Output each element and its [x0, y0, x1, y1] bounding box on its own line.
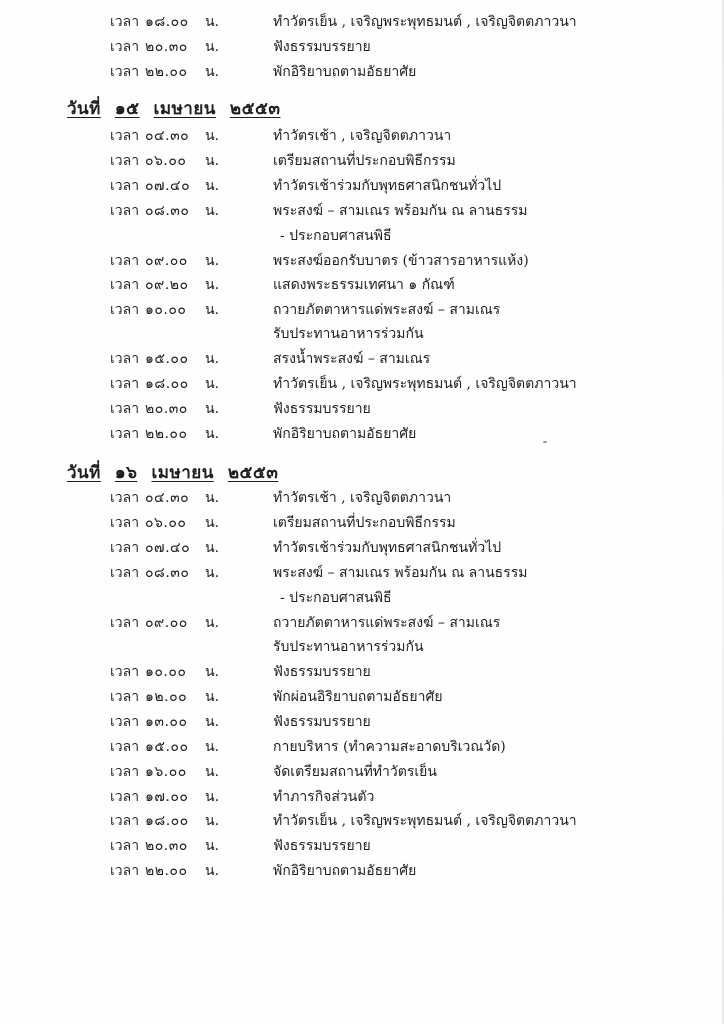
- time-label: เวลา: [110, 153, 140, 169]
- time-value: ๒๐.๓๐: [145, 401, 188, 417]
- time-unit: น.: [205, 178, 220, 194]
- time-unit: น.: [205, 863, 220, 879]
- schedule-row: [0, 660, 724, 684]
- time-unit: น.: [205, 39, 220, 55]
- activity-text: จัดเตรียมสถานที่ทำวัตรเย็น: [273, 764, 437, 780]
- time-value: ๐๔.๓๐: [145, 128, 190, 144]
- time-value: ๐๗.๔๐: [145, 540, 191, 556]
- schedule-row-continuation: [0, 322, 724, 346]
- activity-text: ฟังธรรมบรรยาย: [273, 664, 371, 680]
- schedule-row-continuation: [0, 224, 724, 248]
- schedule-row: [0, 273, 724, 297]
- time-label: เวลา: [110, 813, 140, 829]
- activity-text: ถวายภัตตาหารแด่พระสงฆ์ – สามเณร: [273, 615, 501, 631]
- time-label: เวลา: [110, 764, 140, 780]
- day-year: ๒๕๕๓: [229, 99, 281, 119]
- time-label: เวลา: [110, 426, 140, 442]
- time-label: เวลา: [110, 689, 140, 705]
- activity-text: พระสงฆ์ออกรับบาตร (ข้าวสารอาหารแห้ง): [273, 253, 529, 269]
- schedule-row: [0, 60, 724, 84]
- activity-text: กายบริหาร (ทำความสะอาดบริเวณวัด): [273, 739, 506, 755]
- schedule-row: [0, 785, 724, 809]
- time-unit: น.: [205, 739, 220, 755]
- time-label: เวลา: [110, 376, 140, 392]
- time-label: เวลา: [110, 490, 140, 506]
- time-unit: น.: [205, 689, 220, 705]
- activity-text: เตรียมสถานที่ประกอบพิธีกรรม: [273, 515, 456, 531]
- day-number: ๑๖: [114, 463, 138, 483]
- activity-text: ทำวัตรเช้าร่วมกับพุทธศาสนิกชนทั่วไป: [273, 178, 502, 194]
- time-value: ๐๘.๓๐: [145, 203, 190, 219]
- time-value: ๑๘.๐๐: [145, 813, 189, 829]
- activity-text: พักอิริยาบถตามอัธยาศัย: [273, 64, 417, 80]
- activity-text: สรงน้ำพระสงฆ์ – สามเณร: [273, 351, 431, 367]
- activity-text: พระสงฆ์ – สามเณร พร้อมกัน ณ ลานธรรม: [273, 565, 528, 581]
- activity-text: ถวายภัตตาหารแด่พระสงฆ์ – สามเณร: [273, 302, 501, 318]
- time-label: เวลา: [110, 540, 140, 556]
- day-month: เมษายน: [153, 99, 216, 119]
- time-label: เวลา: [110, 39, 140, 55]
- time-unit: น.: [205, 615, 220, 631]
- schedule-row: [0, 486, 724, 510]
- time-unit: น.: [205, 490, 220, 506]
- day-month: เมษายน: [151, 463, 214, 483]
- schedule-row: [0, 199, 724, 223]
- time-label: เวลา: [110, 178, 140, 194]
- activity-text: พักอิริยาบถตามอัธยาศัย: [273, 426, 417, 442]
- time-unit: น.: [205, 14, 220, 30]
- time-value: ๑๐.๐๐: [145, 302, 187, 318]
- activity-text: - ประกอบศาสนพิธี: [280, 590, 392, 606]
- time-label: เวลา: [110, 277, 140, 293]
- time-unit: น.: [205, 789, 220, 805]
- time-value: ๑๕.๐๐: [145, 351, 189, 367]
- time-value: ๐๔.๓๐: [145, 490, 190, 506]
- activity-text: เตรียมสถานที่ประกอบพิธีกรรม: [273, 153, 456, 169]
- activity-text: รับประทานอาหารร่วมกัน: [273, 639, 424, 655]
- schedule-row: [0, 10, 724, 34]
- time-value: ๑๘.๐๐: [145, 14, 189, 30]
- schedule-row-continuation: [0, 635, 724, 659]
- time-label: เวลา: [110, 203, 140, 219]
- schedule-row: [0, 561, 724, 585]
- day-number: ๑๕: [114, 99, 140, 119]
- time-unit: น.: [205, 515, 220, 531]
- schedule-row: [0, 347, 724, 371]
- time-unit: น.: [205, 351, 220, 367]
- activity-text: พระสงฆ์ – สามเณร พร้อมกัน ณ ลานธรรม: [273, 203, 528, 219]
- time-unit: น.: [205, 253, 220, 269]
- time-value: ๑๕.๐๐: [145, 739, 189, 755]
- activity-text: ฟังธรรมบรรยาย: [273, 39, 371, 55]
- schedule-row: [0, 834, 724, 858]
- time-value: ๑๖.๐๐: [145, 764, 187, 780]
- schedule-row: [0, 298, 724, 322]
- time-unit: น.: [205, 813, 220, 829]
- activity-text: ทำภารกิจส่วนตัว: [273, 789, 375, 805]
- schedule-row: [0, 249, 724, 273]
- time-label: เวลา: [110, 838, 140, 854]
- time-value: ๒๐.๓๐: [145, 39, 188, 55]
- time-value: ๑๐.๐๐: [145, 664, 187, 680]
- schedule-row: [0, 397, 724, 421]
- schedule-row-continuation: [0, 586, 724, 610]
- schedule-row: [0, 735, 724, 759]
- activity-text: พักผ่อนอิริยาบถตามอัธยาศัย: [273, 689, 443, 705]
- schedule-row: [0, 710, 724, 734]
- activity-text: ฟังธรรมบรรยาย: [273, 714, 371, 730]
- time-label: เวลา: [110, 515, 140, 531]
- time-unit: น.: [205, 302, 220, 318]
- time-unit: น.: [205, 376, 220, 392]
- schedule-row: [0, 685, 724, 709]
- time-label: เวลา: [110, 351, 140, 367]
- time-unit: น.: [205, 664, 220, 680]
- time-value: ๒๒.๐๐: [145, 863, 188, 879]
- schedule-row: [0, 35, 724, 59]
- time-value: ๒๒.๐๐: [145, 426, 188, 442]
- time-value: ๐๙.๐๐: [145, 253, 188, 269]
- time-label: เวลา: [110, 64, 140, 80]
- time-label: เวลา: [110, 789, 140, 805]
- activity-text: ทำวัตรเย็น , เจริญพระพุทธมนต์ , เจริญจิตตภาวนา: [273, 14, 577, 30]
- schedule-row: [0, 149, 724, 173]
- day-heading-15: [67, 94, 280, 124]
- time-unit: น.: [205, 426, 220, 442]
- time-label: เวลา: [110, 714, 140, 730]
- time-value: ๐๙.๒๐: [145, 277, 189, 293]
- time-unit: น.: [205, 128, 220, 144]
- time-unit: น.: [205, 203, 220, 219]
- time-value: ๑๒.๐๐: [145, 689, 188, 705]
- time-unit: น.: [205, 714, 220, 730]
- time-label: เวลา: [110, 565, 140, 581]
- time-label: เวลา: [110, 253, 140, 269]
- activity-text: แสดงพระธรรมเทศนา ๑ กัณฑ์: [273, 277, 455, 293]
- time-value: ๑๓.๐๐: [145, 714, 188, 730]
- time-unit: น.: [205, 401, 220, 417]
- time-value: ๐๖.๐๐: [145, 153, 187, 169]
- time-label: เวลา: [110, 739, 140, 755]
- time-value: ๐๘.๓๐: [145, 565, 190, 581]
- schedule-row: [0, 124, 724, 148]
- time-unit: น.: [205, 64, 220, 80]
- time-unit: น.: [205, 565, 220, 581]
- activity-text: ทำวัตรเช้าร่วมกับพุทธศาสนิกชนทั่วไป: [273, 540, 502, 556]
- time-label: เวลา: [110, 14, 140, 30]
- time-value: ๐๗.๔๐: [145, 178, 191, 194]
- activity-text: - ประกอบศาสนพิธี: [280, 228, 392, 244]
- day-year: ๒๕๕๓: [227, 463, 279, 483]
- time-label: เวลา: [110, 863, 140, 879]
- time-unit: น.: [205, 277, 220, 293]
- time-value: ๑๗.๐๐: [145, 789, 189, 805]
- schedule-row: [0, 859, 724, 883]
- time-label: เวลา: [110, 615, 140, 631]
- activity-text: พักอิริยาบถตามอัธยาศัย: [273, 863, 417, 879]
- time-label: เวลา: [110, 401, 140, 417]
- time-value: ๐๙.๐๐: [145, 615, 188, 631]
- time-value: ๑๘.๐๐: [145, 376, 189, 392]
- time-unit: น.: [205, 764, 220, 780]
- activity-text: ฟังธรรมบรรยาย: [273, 401, 371, 417]
- schedule-row: [0, 174, 724, 198]
- activity-text: รับประทานอาหารร่วมกัน: [273, 326, 424, 342]
- schedule-row: [0, 536, 724, 560]
- schedule-row: [0, 611, 724, 635]
- activity-text: ทำวัตรเย็น , เจริญพระพุทธมนต์ , เจริญจิตตภาวนา: [273, 813, 577, 829]
- schedule-row: [0, 372, 724, 396]
- time-unit: น.: [205, 838, 220, 854]
- activity-text: ฟังธรรมบรรยาย: [273, 838, 371, 854]
- activity-text: ทำวัตรเช้า , เจริญจิตตภาวนา: [273, 490, 452, 506]
- day-heading-16: [67, 458, 278, 488]
- activity-text: ทำวัตรเช้า , เจริญจิตตภาวนา: [273, 128, 452, 144]
- day-prefix: วันที่: [67, 99, 101, 119]
- activity-text: ทำวัตรเย็น , เจริญพระพุทธมนต์ , เจริญจิตตภาวนา: [273, 376, 577, 392]
- schedule-row: [0, 422, 724, 446]
- time-value: ๐๖.๐๐: [145, 515, 187, 531]
- schedule-row: [0, 511, 724, 535]
- schedule-row: [0, 760, 724, 784]
- time-label: เวลา: [110, 664, 140, 680]
- time-unit: น.: [205, 540, 220, 556]
- day-prefix: วันที่: [67, 463, 101, 483]
- time-label: เวลา: [110, 302, 140, 318]
- time-value: ๒๒.๐๐: [145, 64, 188, 80]
- time-unit: น.: [205, 153, 220, 169]
- schedule-row: [0, 809, 724, 833]
- time-label: เวลา: [110, 128, 140, 144]
- time-value: ๒๐.๓๐: [145, 838, 188, 854]
